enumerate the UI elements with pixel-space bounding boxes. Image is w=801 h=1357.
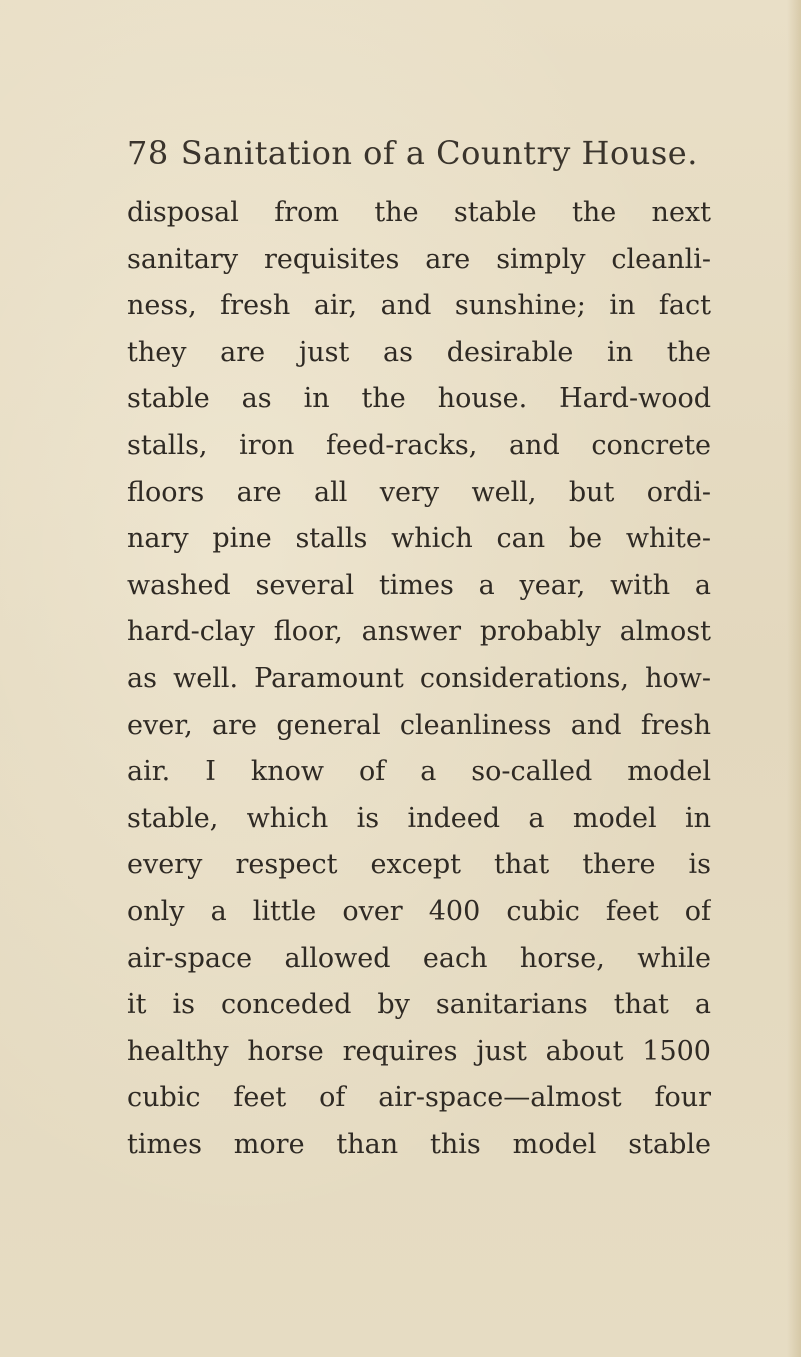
text-line: nary pine stalls which can be white-	[127, 523, 711, 555]
text-line: every respect except that there is	[127, 849, 711, 881]
text-line: healthy horse requires just about 1500	[127, 1035, 711, 1067]
body-text	[127, 190, 711, 1168]
text-line: cubic feet of air-space—almost four	[127, 1082, 711, 1114]
text-line: hard-clay floor, answer probably almost	[127, 616, 711, 648]
text-line: disposal from the stable the next	[127, 197, 711, 228]
text-line: they are just as desirable in the	[127, 336, 711, 368]
text-line: stalls, iron feed-racks, and concrete	[127, 429, 711, 461]
running-title: Sanitation of a Country House.	[180, 134, 698, 172]
text-line: as well. Paramount considerations, how-	[127, 662, 711, 694]
text-line: only a little over 400 cubic feet of	[127, 895, 711, 927]
text-line: air. I know of a so-called model	[127, 756, 711, 788]
text-line: sanitary requisites are simply cleanli-	[127, 243, 711, 275]
page-number: 78	[127, 134, 169, 172]
running-head	[127, 128, 698, 178]
text-line: times more than this model stable	[127, 1128, 711, 1160]
text-line: ness, fresh air, and sunshine; in fact	[127, 290, 711, 322]
text-line: washed several times a year, with a	[127, 569, 711, 601]
text-line: ever, are general cleanliness and fresh	[127, 709, 711, 741]
text-line: floors are all very well, but ordi-	[127, 476, 711, 508]
text-line: it is conceded by sanitarians that a	[127, 989, 711, 1021]
text-line: stable, which is indeed a model in	[127, 802, 711, 834]
text-line: air-space allowed each horse, while	[127, 942, 711, 974]
text-line: stable as in the house. Hard-wood	[127, 383, 711, 415]
